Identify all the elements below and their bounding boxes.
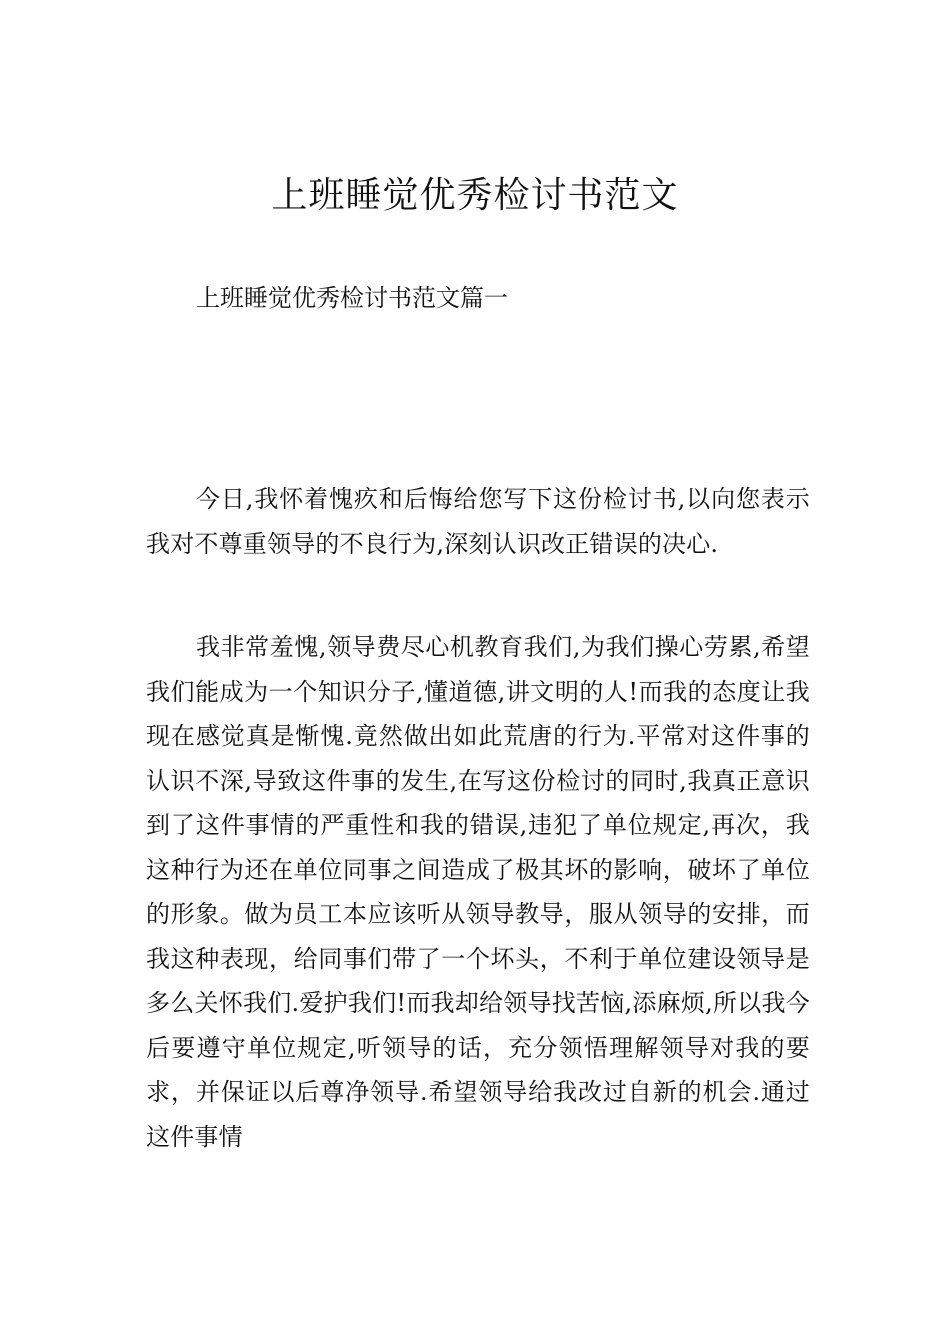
paragraph-1: 今日,我怀着愧疚和后悔给您写下这份检讨书,以向您表示我对不尊重领导的不良行为,深刻认识改正错误的决心. [146,485,810,558]
section-heading: 上班睡觉优秀检讨书范文篇一 [196,284,508,312]
paragraph-2: 我非常羞愧,领导费尽心机教育我们,为我们操心劳累,希望我们能成为一个知识分子,懂道德,讲文明的人!而我的态度让我现在感觉真是惭愧.竟然做出如此荒唐的行为.平常对这件事的认识不深,导致这件事的发生,在写这份检讨的同时,我真正意识到了这件事情的严重性和我的错误,违犯了单位规定,再次，我这种行为还在单位同事之间造成了极其坏的影响，破坏了单位的形象。做为员工本应该听从领导教导，服从领导的安排，而我这种表现，给同事们带了一个坏头，不利于单位建设领导是多么关怀我们.爱护我们!而我却给领导找苦恼,添麻烦,所以我今后要遵守单位规定,听领导的话，充分领悟理解领导对我的要求，并保证以后尊净领导.希望领导给我改过自新的机会.通过这件事情 [146,633,810,1151]
document-title: 上班睡觉优秀检讨书范文 [271,175,679,216]
